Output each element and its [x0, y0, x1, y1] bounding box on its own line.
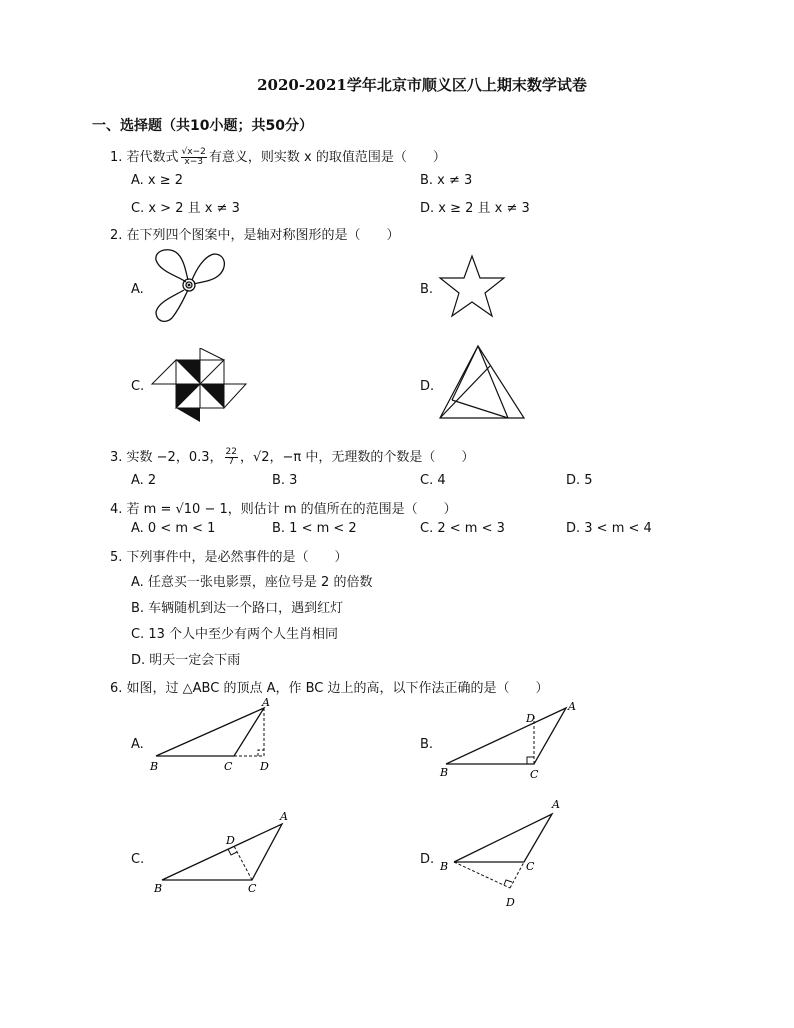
q4-option-c[interactable]: C. 2 < m < 3 [420, 521, 505, 536]
q2-label-b[interactable]: B. [420, 282, 434, 297]
q5-option-b[interactable]: B. 车辆随机到达一个路口，遇到红灯 [131, 601, 344, 616]
point-a-label: A [552, 798, 560, 811]
q6-figure-b [438, 698, 578, 780]
triangle-figure [438, 344, 528, 422]
q4-option-d[interactable]: D. 3 < m < 4 [566, 521, 652, 536]
point-b-label: B [440, 860, 449, 873]
question-1 [110, 146, 446, 167]
point-c-label: C [526, 860, 535, 873]
q3-option-a[interactable]: A. 2 [131, 473, 157, 488]
point-d-label: D [260, 760, 269, 773]
q1-option-b[interactable]: B. x ≠ 3 [420, 173, 473, 188]
page-title: 2020-2021学年北京市顺义区八上期末数学试卷 [257, 76, 587, 94]
point-d-label: D [506, 896, 515, 909]
point-d-label: D [526, 712, 535, 725]
q1-option-a[interactable]: A. x ≥ 2 [131, 173, 184, 188]
q1-suffix: 有意义，则实数 x 的取值范围是（ ） [208, 150, 446, 165]
question-4: 4. 若 m = √10 − 1，则估计 m 的值所在的范围是（ ） [110, 502, 457, 517]
question-6: 6. 如图，过 △ABC 的顶点 A，作 BC 边上的高，以下作法正确的是（ ） [110, 681, 549, 696]
section-heading: 一、选择题（共10小题；共50分） [92, 118, 313, 134]
propeller-figure [148, 246, 230, 328]
point-b-label: B [440, 766, 449, 779]
q2-label-c[interactable]: C. [131, 379, 145, 394]
q3-option-d[interactable]: D. 5 [566, 473, 593, 488]
question-5: 5. 下列事件中，是必然事件的是（ ） [110, 550, 348, 565]
q5-option-d[interactable]: D. 明天一定会下雨 [131, 653, 241, 668]
point-d-label: D [226, 834, 235, 847]
q4-option-b[interactable]: B. 1 < m < 2 [272, 521, 357, 536]
q2-label-d[interactable]: D. [420, 379, 435, 394]
q1-prefix: 1. 若代数式 [110, 150, 179, 165]
point-b-label: B [150, 760, 159, 773]
point-b-label: B [154, 882, 163, 895]
q6-label-c[interactable]: C. [131, 852, 145, 867]
q3-fraction: $\frac{22}{7}$ [225, 447, 237, 467]
point-c-label: C [224, 760, 233, 773]
q3-option-b[interactable]: B. 3 [272, 473, 298, 488]
q2-label-a[interactable]: A. [131, 282, 144, 297]
q1-option-c[interactable]: C. x > 2 且 x ≠ 3 [131, 201, 240, 216]
pinwheel-figure [150, 348, 248, 422]
q3-option-c[interactable]: C. 4 [420, 473, 446, 488]
q5-option-c[interactable]: C. 13 个人中至少有两个人生肖相同 [131, 627, 339, 642]
q1-option-d[interactable]: D. x ≥ 2 且 x ≠ 3 [420, 201, 530, 216]
question-2: 2. 在下列四个图案中，是轴对称图形的是（ ） [110, 228, 400, 243]
point-a-label: A [262, 696, 270, 709]
point-a-label: A [568, 700, 576, 713]
q5-option-a[interactable]: A. 任意买一张电影票，座位号是 2 的倍数 [131, 575, 373, 590]
q3-suffix: ，√2，−π 中，无理数的个数是（ ） [239, 450, 475, 465]
question-3 [110, 446, 474, 467]
q4-option-a[interactable]: A. 0 < m < 1 [131, 521, 216, 536]
point-c-label: C [248, 882, 257, 895]
q1-fraction: $\frac{√x-2}{x-3}$ [181, 147, 206, 167]
q6-figure-c [146, 808, 294, 896]
q6-figure-d [438, 796, 568, 914]
point-c-label: C [530, 768, 539, 780]
q6-label-b[interactable]: B. [420, 737, 434, 752]
star-figure [438, 254, 506, 320]
q6-label-d[interactable]: D. [420, 852, 435, 867]
q6-label-a[interactable]: A. [131, 737, 144, 752]
q6-figure-a [146, 696, 278, 776]
point-a-label: A [280, 810, 288, 823]
q3-prefix: 3. 实数 −2，0.3， [110, 450, 223, 465]
